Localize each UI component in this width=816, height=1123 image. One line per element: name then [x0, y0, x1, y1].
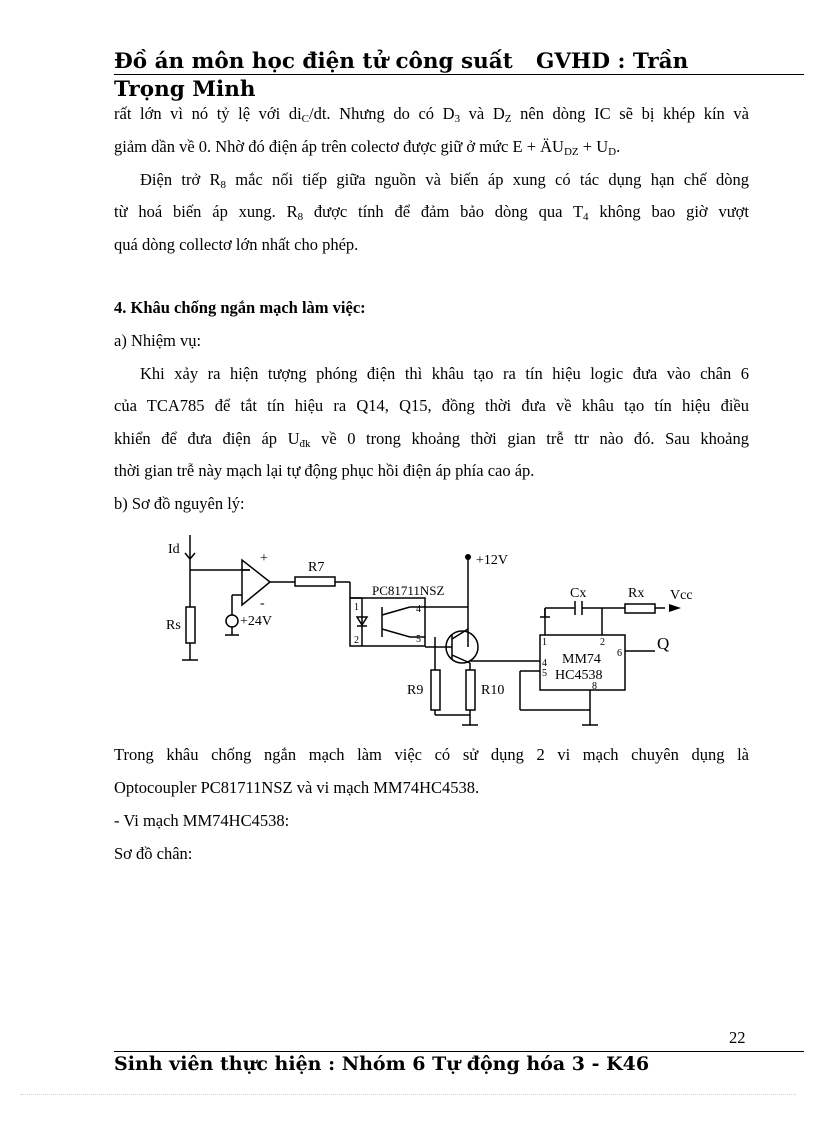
label-pin4: 4: [416, 604, 421, 615]
label-ic-line1: MM74: [562, 652, 601, 667]
label-ic-pin1: 1: [542, 637, 547, 648]
header-title: Đồ án môn học điện tử công suất: [114, 49, 513, 74]
paragraph-line-3: Điện trở $R_8$ mắc nối tiếp giữa nguồn và biến áp xung có tác dụng hạn chế dòng: [140, 170, 749, 191]
label-id: Id: [168, 542, 180, 557]
paragraph-line-8: khiển để đưa điện áp $U_{đk}$ về 0 trong khoảng thời gian trễ ttr nào đó. Sau khoảng: [114, 429, 749, 450]
label-opamp-plus: +: [260, 551, 268, 566]
footer-student: Sinh viên thực hiện : Nhóm 6 Tự động hóa 3 - K46: [114, 1053, 650, 1075]
label-pin2: 2: [354, 635, 359, 646]
paragraph-line-9: thời gian trễ này mạch lại tự động phục hồi điện áp phía cao áp.: [114, 461, 535, 480]
label-24v: +24V: [240, 614, 273, 629]
paragraph-line-5: quá dòng collectơ lớn nhất cho phép.: [114, 235, 359, 254]
header-gvhd-name: Trọng Minh: [114, 77, 256, 102]
resistor-rx: [625, 604, 655, 613]
resistor-r7: [295, 577, 335, 586]
paragraph-line-11: Optocoupler PC81711NSZ và vi mạch MM74HC4538.: [114, 778, 480, 797]
label-rx: Rx: [628, 586, 645, 601]
label-vcc: Vcc: [670, 588, 693, 603]
label-rs: Rs: [166, 618, 181, 633]
label-12v: +12V: [476, 553, 509, 568]
label-pin5: 5: [416, 634, 421, 645]
label-ic-line2: HC4538: [555, 668, 603, 683]
page-edge-dotted-line: [20, 1094, 796, 1095]
section-title: 4. Khâu chống ngắn mạch làm việc:: [114, 298, 366, 317]
resistor-r10: [466, 670, 475, 710]
paragraph-line-1: rất lớn vì nó tỷ lệ với $di_C/dt$. Nhưng do có $D_3$ và $D_Z$ nên dòng IC sẽ bị khép kín và: [114, 104, 749, 125]
page-header: [114, 48, 804, 75]
label-ic-pin6: 6: [617, 648, 622, 659]
paragraph-line-10: Trong khâu chống ngắn mạch làm việc có sử dụng 2 vi mạch chuyên dụng là: [114, 745, 749, 764]
subsection-a: a) Nhiệm vụ:: [114, 331, 202, 350]
label-ic-pin4: 4: [542, 658, 547, 669]
label-pin1: 1: [354, 602, 359, 613]
label-opto: PC81711NSZ: [372, 583, 445, 598]
label-ic-pin8: 8: [592, 681, 597, 692]
paragraph-line-12: - Vi mạch MM74HC4538:: [114, 811, 290, 830]
header-gvhd: GVHD : Trần: [536, 49, 689, 74]
label-cx: Cx: [570, 586, 587, 601]
resistor-r9: [431, 670, 440, 710]
label-q: Q: [657, 634, 670, 653]
paragraph-line-6: Khi xảy ra hiện tượng phóng điện thì khâu tạo ra tín hiệu logic đưa vào chân 6: [140, 364, 749, 383]
label-opamp-minus: -: [260, 596, 265, 611]
circuit-diagram: [150, 535, 710, 735]
label-r9: R9: [407, 683, 424, 698]
label-ic-pin2: 2: [600, 637, 605, 648]
header-rule: [114, 74, 804, 75]
paragraph-line-4: từ hoá biến áp xung. $R_8$ được tính để đảm bảo dòng qua $T_4$ không bao giờ vượt: [114, 202, 749, 223]
opamp-symbol: [242, 560, 270, 605]
paragraph-line-2: giảm dần về 0. Nhờ đó điện áp trên colectơ được giữ ở mức $E + ÄU_{DZ} + U_D$.: [114, 137, 621, 158]
label-ic-pin5: 5: [542, 668, 547, 679]
page-number: 22: [729, 1028, 746, 1047]
paragraph-line-13: Sơ đồ chân:: [114, 844, 193, 863]
footer-rule: [114, 1051, 804, 1052]
header-gvhd-continued: [114, 76, 804, 103]
label-r10: R10: [481, 683, 505, 698]
paragraph-line-7: của TCA785 để tắt tín hiệu ra Q14, Q15, đồng thời đưa về khâu tạo tín hiệu điều: [114, 396, 749, 415]
resistor-rs: [186, 607, 195, 643]
subsection-b: b) Sơ đồ nguyên lý:: [114, 494, 245, 513]
label-r7: R7: [308, 560, 325, 575]
